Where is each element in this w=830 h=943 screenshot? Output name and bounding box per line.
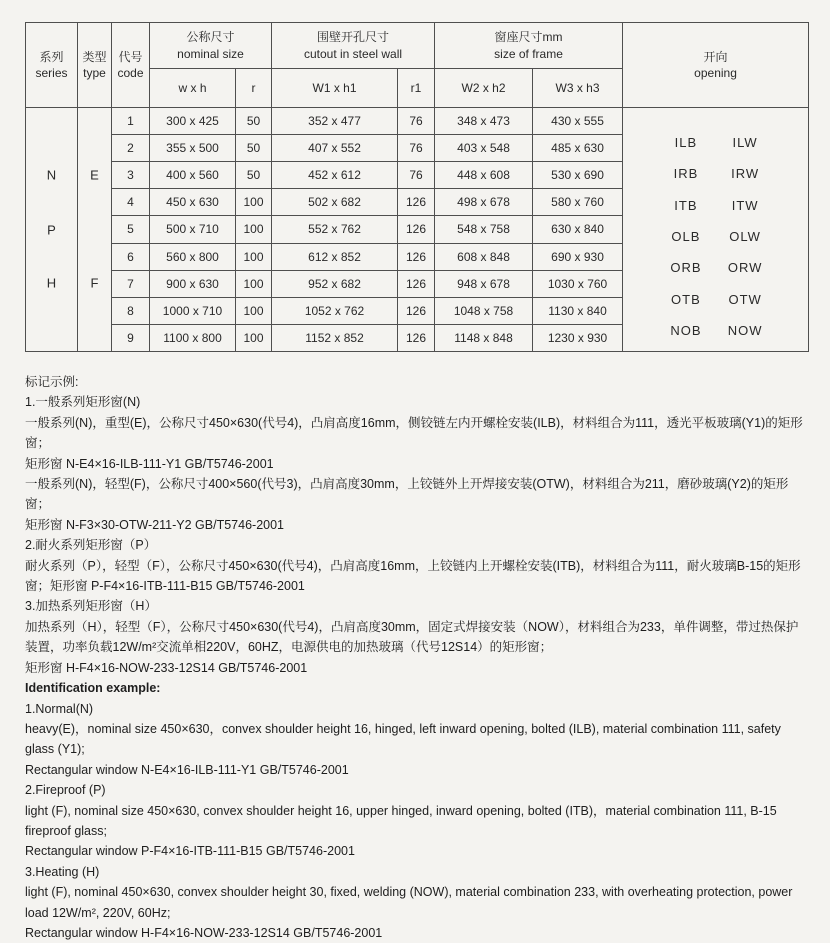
header-type-zh: 类型: [82, 49, 107, 64]
header-frame-en: size of frame: [494, 46, 563, 61]
nominal-r-cell: 100: [236, 243, 272, 270]
opening-code: NOW: [727, 322, 763, 338]
opening-code: ORB: [670, 260, 702, 276]
note-line: heavy(E)，nominal size 450×630，convex shoulder height 16, hinged, left inward opening, bolted (ILB), material combination 111, safety glass (Y1);: [25, 721, 781, 757]
note-line: 耐火系列（P），轻型（F），公称尺寸450×630(代号4)，凸肩高度16mm，上铰链内上开螺栓安装(ITB)，材料组合为111，耐火玻璃B-15的矩形窗；矩形窗 P-F4×16-ITB-111-B15 GB/T5746-2001: [25, 558, 801, 594]
header-frame-zh: 窗座尺寸mm: [494, 30, 563, 45]
cutout-r1-cell: 126: [398, 324, 435, 351]
frame-w2h2-cell: 1148 x 848: [435, 324, 533, 351]
series-label: N: [46, 167, 57, 183]
header-nominal-en: nominal size: [177, 46, 244, 61]
opening-code: OLW: [729, 228, 761, 244]
col-header-opening: [623, 23, 809, 108]
cutout-w1h1-cell: 502 x 682: [272, 189, 398, 216]
opening-code: ORW: [727, 260, 763, 276]
cutout-w1h1-cell: 952 x 682: [272, 270, 398, 297]
code-cell: 5: [112, 216, 150, 243]
opening-code: ILW: [732, 135, 758, 150]
note-line: Rectangular window H-F4×16-NOW-233-12S14 GB/T5746-2001: [25, 925, 383, 940]
opening-pair: [656, 260, 774, 275]
note-line: 矩形窗 N-E4×16-ILB-111-Y1 GB/T5746-2001: [25, 456, 274, 471]
series-cell: [26, 108, 78, 352]
frame-w2h2-cell: 608 x 848: [435, 243, 533, 270]
note-line: 加热系列（H），轻型（F），公称尺寸450×630(代号4)，凸肩高度30mm，固定式焊接安装（NOW），材料组合为233，单件调整，带过热保护装置，功率负载12W/m²交流单相220V，60HZ，电源供电的加热玻璃（代号12S14）的矩形窗；: [25, 619, 799, 655]
nominal-wh-cell: 560 x 800: [150, 243, 236, 270]
note-line: 矩形窗 H-F4×16-NOW-233-12S14 GB/T5746-2001: [25, 660, 308, 675]
cutout-w1h1-cell: 1052 x 762: [272, 297, 398, 324]
window-spec-table: [25, 22, 809, 352]
cutout-w1h1-cell: 612 x 852: [272, 243, 398, 270]
opening-pair: [656, 229, 774, 244]
frame-w2h2-cell: 348 x 473: [435, 108, 533, 135]
subheader-w3xh3: W3 x h3: [533, 69, 623, 108]
frame-w3h3-cell: 630 x 840: [533, 216, 623, 243]
header-code-en: code: [117, 66, 144, 80]
nominal-r-cell: 50: [236, 108, 272, 135]
nominal-wh-cell: 400 x 560: [150, 162, 236, 189]
note-line: Identification example:: [25, 681, 161, 696]
header-nominal-zh: 公称尺寸: [186, 30, 235, 45]
nominal-wh-cell: 300 x 425: [150, 108, 236, 135]
note-line: Rectangular window P-F4×16-ITB-111-B15 GB/T5746-2001: [25, 844, 355, 859]
subheader-r1: r1: [398, 69, 435, 108]
frame-w2h2-cell: 548 x 758: [435, 216, 533, 243]
nominal-r-cell: 50: [236, 162, 272, 189]
type-label: F: [90, 275, 99, 291]
header-type-en: type: [83, 66, 106, 80]
code-cell: 9: [112, 324, 150, 351]
series-label: H: [46, 275, 57, 291]
cutout-r1-cell: 126: [398, 189, 435, 216]
opening-code: IRW: [731, 166, 760, 182]
code-cell: 2: [112, 135, 150, 162]
frame-w3h3-cell: 1130 x 840: [533, 297, 623, 324]
opening-code: ITB: [674, 197, 698, 213]
code-cell: 1: [112, 108, 150, 135]
note-line: 矩形窗 N-F3×30-OTW-211-Y2 GB/T5746-2001: [25, 517, 285, 532]
nominal-r-cell: 100: [236, 270, 272, 297]
cutout-w1h1-cell: 452 x 612: [272, 162, 398, 189]
cutout-w1h1-cell: 352 x 477: [272, 108, 398, 135]
document-page: [25, 22, 808, 943]
col-header-nominal-size: [150, 23, 272, 69]
note-line: Rectangular window N-E4×16-ILB-111-Y1 GB/T5746-2001: [25, 762, 349, 777]
cutout-r1-cell: 76: [398, 108, 435, 135]
col-header-type: [78, 23, 112, 108]
code-cell: 7: [112, 270, 150, 297]
col-header-code: [112, 23, 150, 108]
frame-w3h3-cell: 690 x 930: [533, 243, 623, 270]
frame-w3h3-cell: 1230 x 930: [533, 324, 623, 351]
cutout-r1-cell: 126: [398, 243, 435, 270]
opening-code: OTW: [728, 291, 762, 307]
header-opening-en: opening: [694, 66, 737, 80]
note-line: 一般系列(N)，轻型(F)，公称尺寸400×560(代号3)，凸肩高度30mm，上铰链外上开焊接安装(OTW)，材料组合为211，磨砂玻璃(Y2)的矩形窗；: [25, 477, 789, 512]
col-header-series: [26, 23, 78, 108]
frame-w3h3-cell: 530 x 690: [533, 162, 623, 189]
nominal-r-cell: 100: [236, 297, 272, 324]
header-cutout-zh: 围壁开孔尺寸: [317, 30, 390, 45]
subheader-r: r: [236, 69, 272, 108]
nominal-wh-cell: 500 x 710: [150, 216, 236, 243]
header-code-zh: 代号: [118, 49, 143, 64]
code-cell: 3: [112, 162, 150, 189]
header-opening-zh: 开向: [703, 49, 728, 64]
header-cutout-en: cutout in steel wall: [303, 46, 403, 61]
cutout-w1h1-cell: 552 x 762: [272, 216, 398, 243]
note-line: 1.Normal(N): [25, 701, 94, 716]
cutout-r1-cell: 126: [398, 297, 435, 324]
opening-pair: [656, 135, 774, 150]
type-label: E: [90, 167, 99, 183]
frame-w3h3-cell: 430 x 555: [533, 108, 623, 135]
nominal-r-cell: 50: [236, 135, 272, 162]
series-label: P: [47, 222, 56, 237]
nominal-r-cell: 100: [236, 324, 272, 351]
note-line: 标记示例:: [25, 375, 79, 389]
notes-section: [25, 372, 808, 943]
cutout-w1h1-cell: 1152 x 852: [272, 324, 398, 351]
opening-pair: [656, 323, 774, 338]
code-cell: 8: [112, 297, 150, 324]
opening-cell: [623, 108, 809, 352]
note-line: 3.加热系列矩形窗（H）: [25, 599, 157, 614]
nominal-wh-cell: 1000 x 710: [150, 297, 236, 324]
opening-code: NOB: [670, 322, 702, 338]
opening-code: OLB: [671, 228, 701, 244]
table-row: [26, 108, 809, 135]
note-line: 3.Heating (H): [25, 864, 100, 879]
nominal-wh-cell: 450 x 630: [150, 189, 236, 216]
nominal-wh-cell: 355 x 500: [150, 135, 236, 162]
subheader-wxh: w x h: [150, 69, 236, 108]
note-line: light (F), nominal size 450×630, convex shoulder height 16, upper hinged, inward opening, bolted (ITB)，material combination 111, B-15 fireproof glass;: [25, 803, 777, 838]
opening-pair: [656, 198, 774, 213]
cutout-r1-cell: 76: [398, 135, 435, 162]
col-header-frame-size: [435, 23, 623, 69]
frame-w2h2-cell: 498 x 678: [435, 189, 533, 216]
note-line: 1.一般系列矩形窗(N): [25, 395, 141, 410]
note-line: 2.耐火系列矩形窗（P）: [25, 538, 157, 553]
cutout-r1-cell: 126: [398, 216, 435, 243]
frame-w3h3-cell: 1030 x 760: [533, 270, 623, 297]
note-line: 一般系列(N)，重型(E)，公称尺寸450×630(代号4)，凸肩高度16mm，侧铰链左内开螺栓安装(ILB)，材料组合为111，透光平板玻璃(Y1)的矩形窗；: [25, 415, 803, 451]
cutout-r1-cell: 76: [398, 162, 435, 189]
cutout-r1-cell: 126: [398, 270, 435, 297]
opening-code: ILB: [674, 135, 698, 150]
nominal-wh-cell: 900 x 630: [150, 270, 236, 297]
table-body: [26, 108, 809, 352]
header-series-en: series: [35, 66, 68, 80]
frame-w2h2-cell: 948 x 678: [435, 270, 533, 297]
frame-w2h2-cell: 1048 x 758: [435, 297, 533, 324]
col-header-cutout: [272, 23, 435, 69]
opening-code: OTB: [671, 291, 701, 307]
nominal-r-cell: 100: [236, 189, 272, 216]
note-line: 2.Fireproof (P): [25, 783, 106, 798]
code-cell: 6: [112, 243, 150, 270]
subheader-w2xh2: W2 x h2: [435, 69, 533, 108]
opening-code: IRB: [673, 166, 699, 182]
nominal-r-cell: 100: [236, 216, 272, 243]
opening-pair: [656, 292, 774, 307]
header-series-zh: 系列: [39, 49, 64, 64]
type-cell: [78, 108, 112, 352]
code-cell: 4: [112, 189, 150, 216]
frame-w3h3-cell: 580 x 760: [533, 189, 623, 216]
frame-w2h2-cell: 403 x 548: [435, 135, 533, 162]
nominal-wh-cell: 1100 x 800: [150, 324, 236, 351]
subheader-w1xh1: W1 x h1: [272, 69, 398, 108]
frame-w2h2-cell: 448 x 608: [435, 162, 533, 189]
note-line: light (F), nominal 450×630, convex shoulder height 30, fixed, welding (NOW), material combination 233, with overheating protection, power load 12W/m², 220V, 60Hz;: [25, 885, 793, 920]
opening-code: ITW: [731, 197, 759, 213]
frame-w3h3-cell: 485 x 630: [533, 135, 623, 162]
opening-pair: [656, 166, 774, 181]
cutout-w1h1-cell: 407 x 552: [272, 135, 398, 162]
